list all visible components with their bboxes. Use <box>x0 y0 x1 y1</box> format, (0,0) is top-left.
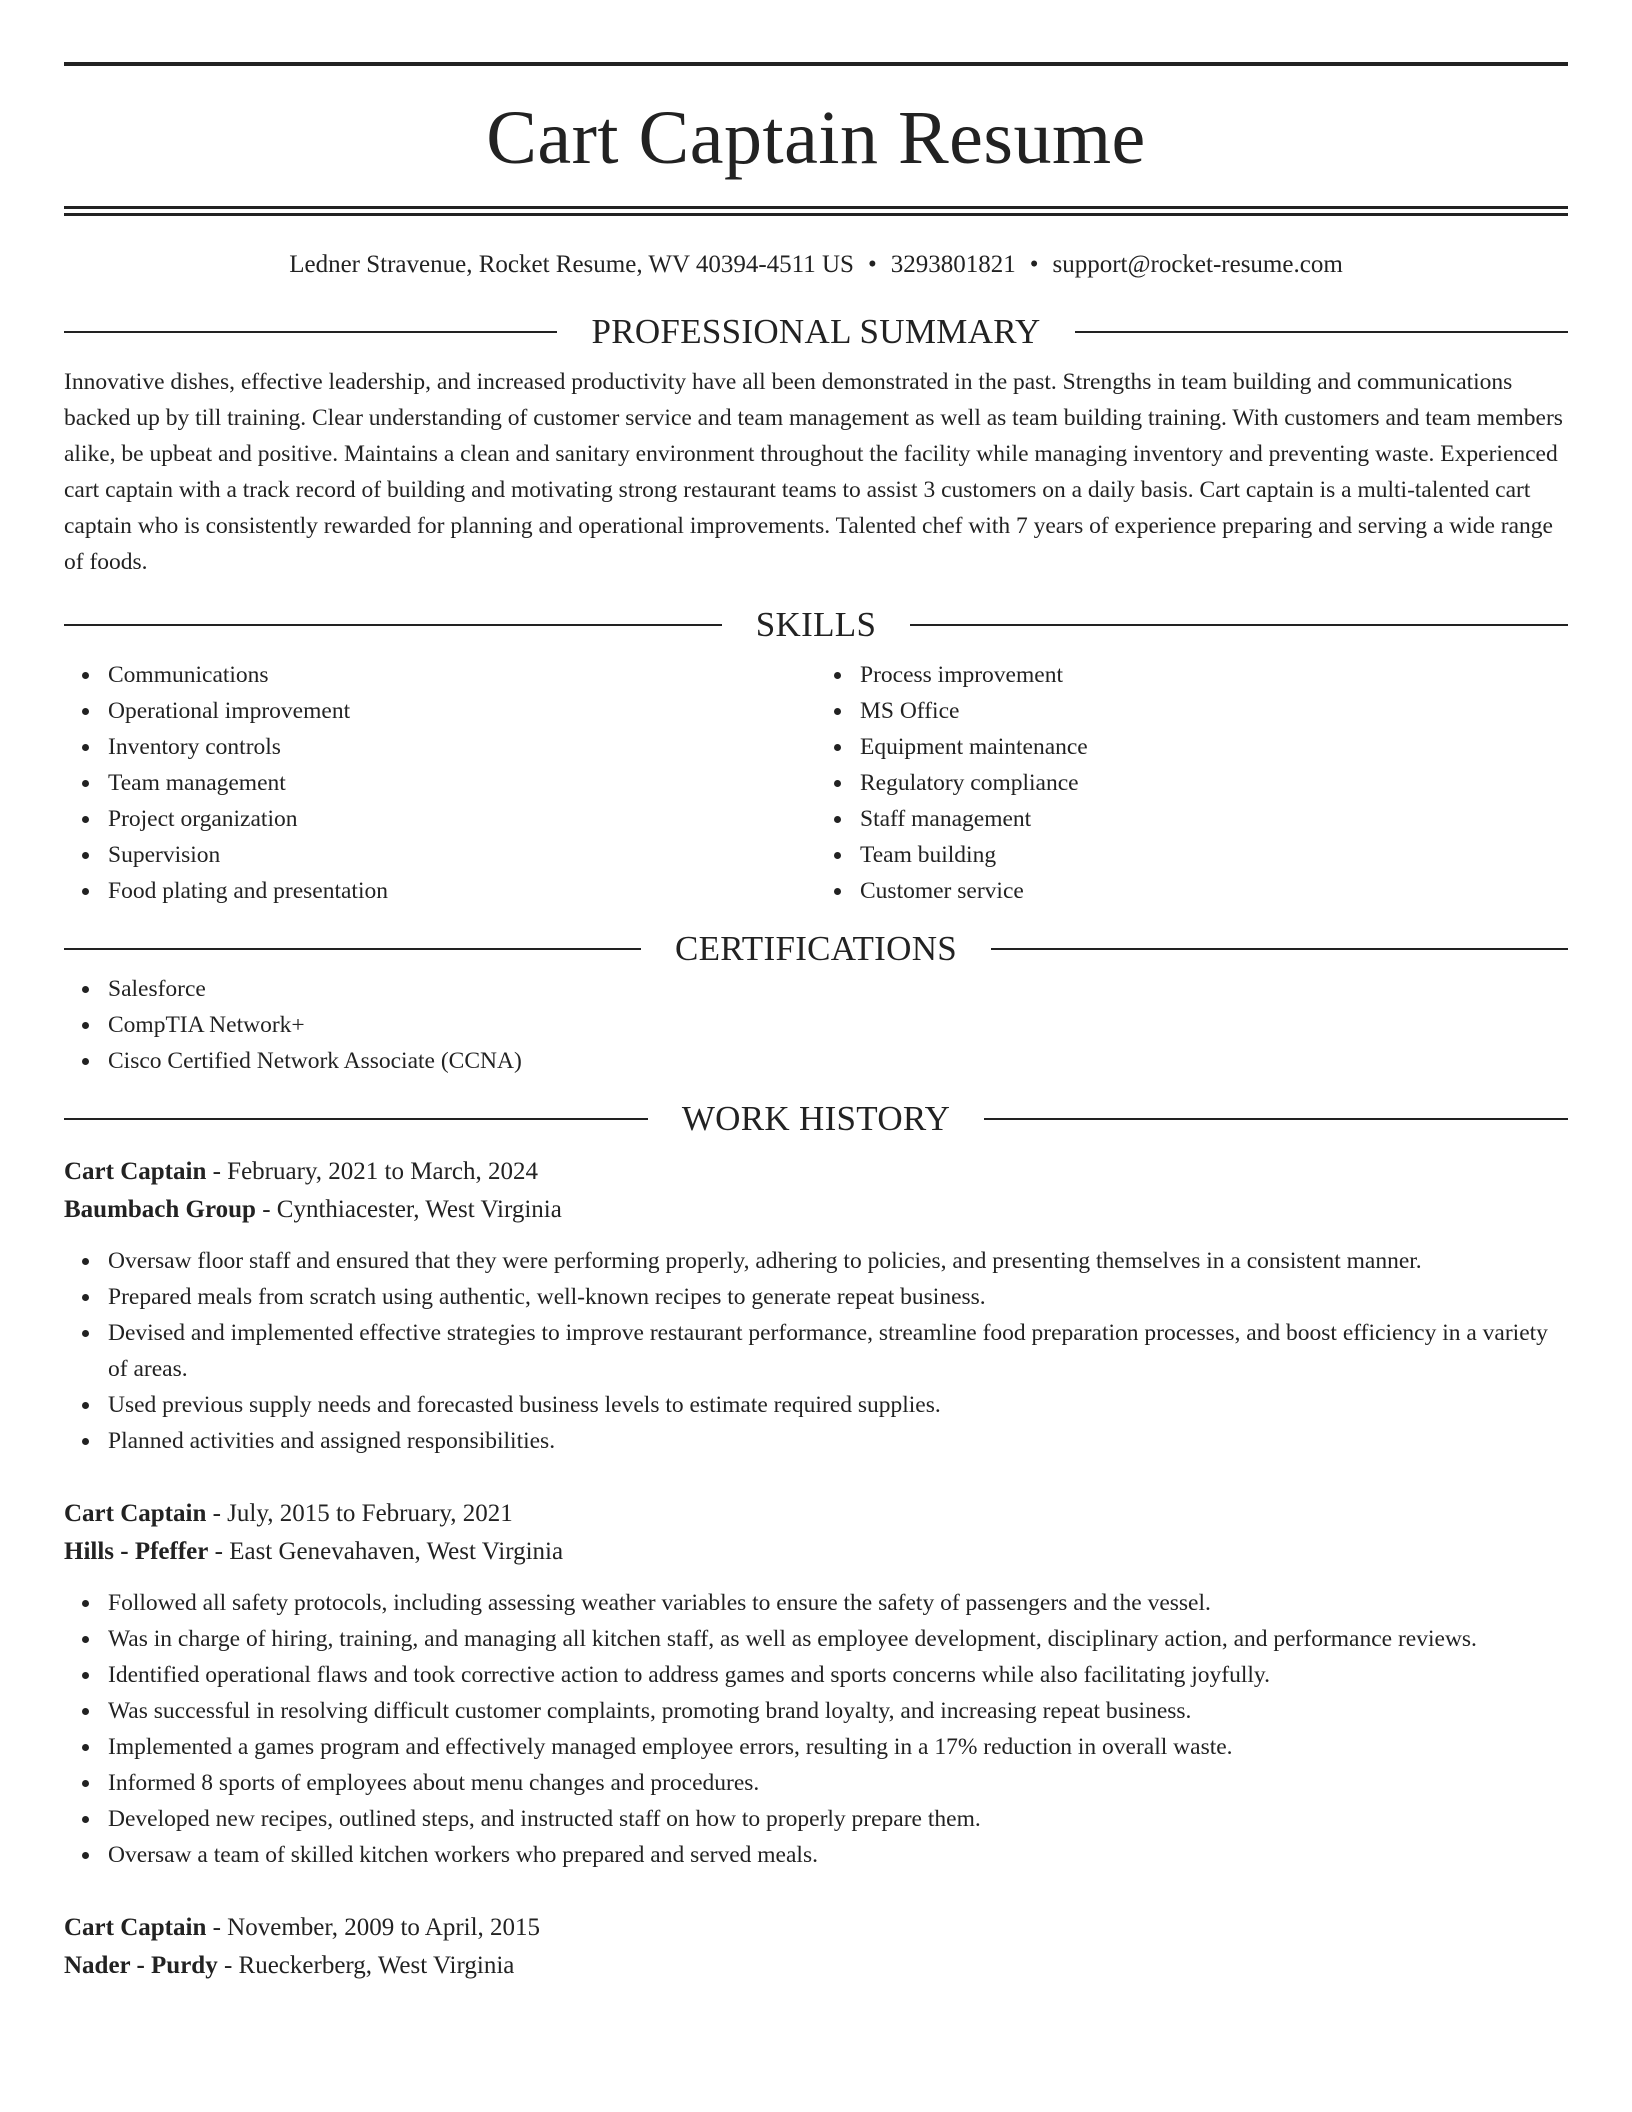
job-location: - East Genevahaven, West Virginia <box>208 1537 564 1565</box>
skill-item: Team management <box>108 765 816 801</box>
job-duty-item: Was successful in resolving difficult customer complaints, promoting brand loyalty, and increasing repeat business. <box>108 1693 1568 1729</box>
section-title-skills: SKILLS <box>755 605 877 645</box>
job-title-line <box>64 1909 1568 1947</box>
skill-item: Food plating and presentation <box>108 873 816 909</box>
job-duty-item: Identified operational flaws and took corrective action to address games and sports concerns while also facilitating joyfully. <box>108 1657 1568 1693</box>
skill-item: MS Office <box>860 693 1568 729</box>
skill-item: Regulatory compliance <box>860 765 1568 801</box>
job-entry <box>64 1153 1568 1459</box>
job-company: Hills - Pfeffer <box>64 1537 209 1565</box>
skill-item: Team building <box>860 837 1568 873</box>
header-top-rule <box>64 62 1568 66</box>
contact-separator: • <box>1029 251 1039 278</box>
job-duty-item: Prepared meals from scratch using authentic, well-known recipes to generate repeat business. <box>108 1279 1568 1315</box>
job-entry <box>64 1495 1568 1873</box>
skill-item: Communications <box>108 657 816 693</box>
certifications-list <box>64 971 1568 1079</box>
section-title-summary: PROFESSIONAL SUMMARY <box>591 312 1041 351</box>
job-dates: - November, 2009 to April, 2015 <box>206 1913 541 1941</box>
job-duty-item: Oversaw a team of skilled kitchen workers who prepared and served meals. <box>108 1837 1568 1873</box>
job-company: Nader - Purdy <box>64 1951 218 1979</box>
job-company: Baumbach Group <box>64 1195 256 1223</box>
job-duties-list <box>64 1585 1568 1873</box>
job-duty-item: Implemented a games program and effectively managed employee errors, resulting in a 17% reduction in overall waste. <box>108 1729 1568 1765</box>
job-duty-item: Planned activities and assigned responsibilities. <box>108 1423 1568 1459</box>
skill-item: Operational improvement <box>108 693 816 729</box>
section-rule <box>1075 331 1568 333</box>
job-duty-item: Developed new recipes, outlined steps, and instructed staff on how to properly prepare them. <box>108 1801 1568 1837</box>
job-dates: - February, 2021 to March, 2024 <box>206 1157 538 1185</box>
resume-title: Cart Captain Resume <box>486 96 1146 180</box>
job-title: Cart Captain <box>64 1157 207 1185</box>
section-rule <box>991 948 1568 950</box>
section-rule <box>64 624 722 626</box>
job-entry <box>64 1909 1568 1985</box>
section-rule <box>984 1118 1568 1120</box>
job-duties-list <box>64 1243 1568 1459</box>
work-history-list <box>64 1153 1568 1985</box>
job-title-line <box>64 1495 1568 1533</box>
section-header-work-history <box>64 1097 1568 1141</box>
section-title-certifications: CERTIFICATIONS <box>674 929 958 968</box>
skills-list-left <box>64 657 816 909</box>
contact-address: Ledner Stravenue, Rocket Resume, WV 40394-4511 US <box>289 251 854 278</box>
job-duty-item: Devised and implemented effective strategies to improve restaurant performance, streamline food preparation processes, and boost efficiency in a variety of areas. <box>108 1315 1568 1387</box>
summary-text: Innovative dishes, effective leadership, and increased productivity have all been demonstrated in the past. Strengths in team building and communications backed up by till training. Clear understanding of customer service and team management as well as team building training. With customers and team members alike, be upbeat and positive. Maintains a clean and sanitary environment throughout the facility while managing inventory and preventing waste. Experienced cart captain with a track record of building and motivating strong restaurant teams to assist 3 customers on a daily basis. Cart captain is a multi-talented cart captain who is consistently rewarded for planning and operational improvements. Talented chef with 7 years of experience preparing and serving a wide range of foods. <box>64 368 1563 575</box>
section-rule <box>64 1118 648 1120</box>
skill-item: Supervision <box>108 837 816 873</box>
job-company-line <box>64 1191 1568 1229</box>
job-dates: - July, 2015 to February, 2021 <box>206 1499 513 1527</box>
section-rule <box>910 624 1568 626</box>
skill-item: Staff management <box>860 801 1568 837</box>
contact-phone: 3293801821 <box>890 251 1016 278</box>
skill-item: Process improvement <box>860 657 1568 693</box>
contact-email: support@rocket-resume.com <box>1052 251 1343 278</box>
certification-item: Salesforce <box>108 971 1568 1007</box>
job-company-line <box>64 1947 1568 1985</box>
resume-page <box>64 62 1568 1985</box>
skills-column-right <box>816 657 1568 909</box>
job-company-line <box>64 1533 1568 1571</box>
contact-line <box>64 250 1568 280</box>
job-title-line <box>64 1153 1568 1191</box>
section-header-skills <box>64 603 1568 647</box>
skills-column-left <box>64 657 816 909</box>
skill-item: Equipment maintenance <box>860 729 1568 765</box>
skill-item: Inventory controls <box>108 729 816 765</box>
section-header-summary <box>64 310 1568 354</box>
job-duty-item: Was in charge of hiring, training, and managing all kitchen staff, as well as employee development, disciplinary action, and performance reviews. <box>108 1621 1568 1657</box>
job-location: - Rueckerberg, West Virginia <box>217 1951 515 1979</box>
job-duty-item: Followed all safety protocols, including assessing weather variables to ensure the safety of passengers and the vessel. <box>108 1585 1568 1621</box>
contact-separator: • <box>867 251 877 278</box>
skill-item: Project organization <box>108 801 816 837</box>
skills-grid <box>64 657 1568 909</box>
job-duty-item: Used previous supply needs and forecasted business levels to estimate required supplies. <box>108 1387 1568 1423</box>
header-double-rule <box>64 206 1568 216</box>
certification-item: Cisco Certified Network Associate (CCNA) <box>108 1043 1568 1079</box>
section-rule <box>64 948 641 950</box>
job-duty-item: Informed 8 sports of employees about menu changes and procedures. <box>108 1765 1568 1801</box>
job-duty-item: Oversaw floor staff and ensured that they were performing properly, adhering to policies, and presenting themselves in a consistent manner. <box>108 1243 1568 1279</box>
section-title-work-history: WORK HISTORY <box>681 1098 951 1138</box>
skills-list-right <box>816 657 1568 909</box>
section-header-certifications <box>64 927 1568 971</box>
certification-item: CompTIA Network+ <box>108 1007 1568 1043</box>
job-title: Cart Captain <box>64 1913 207 1941</box>
job-location: - Cynthiacester, West Virginia <box>255 1195 562 1223</box>
section-rule <box>64 331 557 333</box>
job-title: Cart Captain <box>64 1499 207 1527</box>
skill-item: Customer service <box>860 873 1568 909</box>
